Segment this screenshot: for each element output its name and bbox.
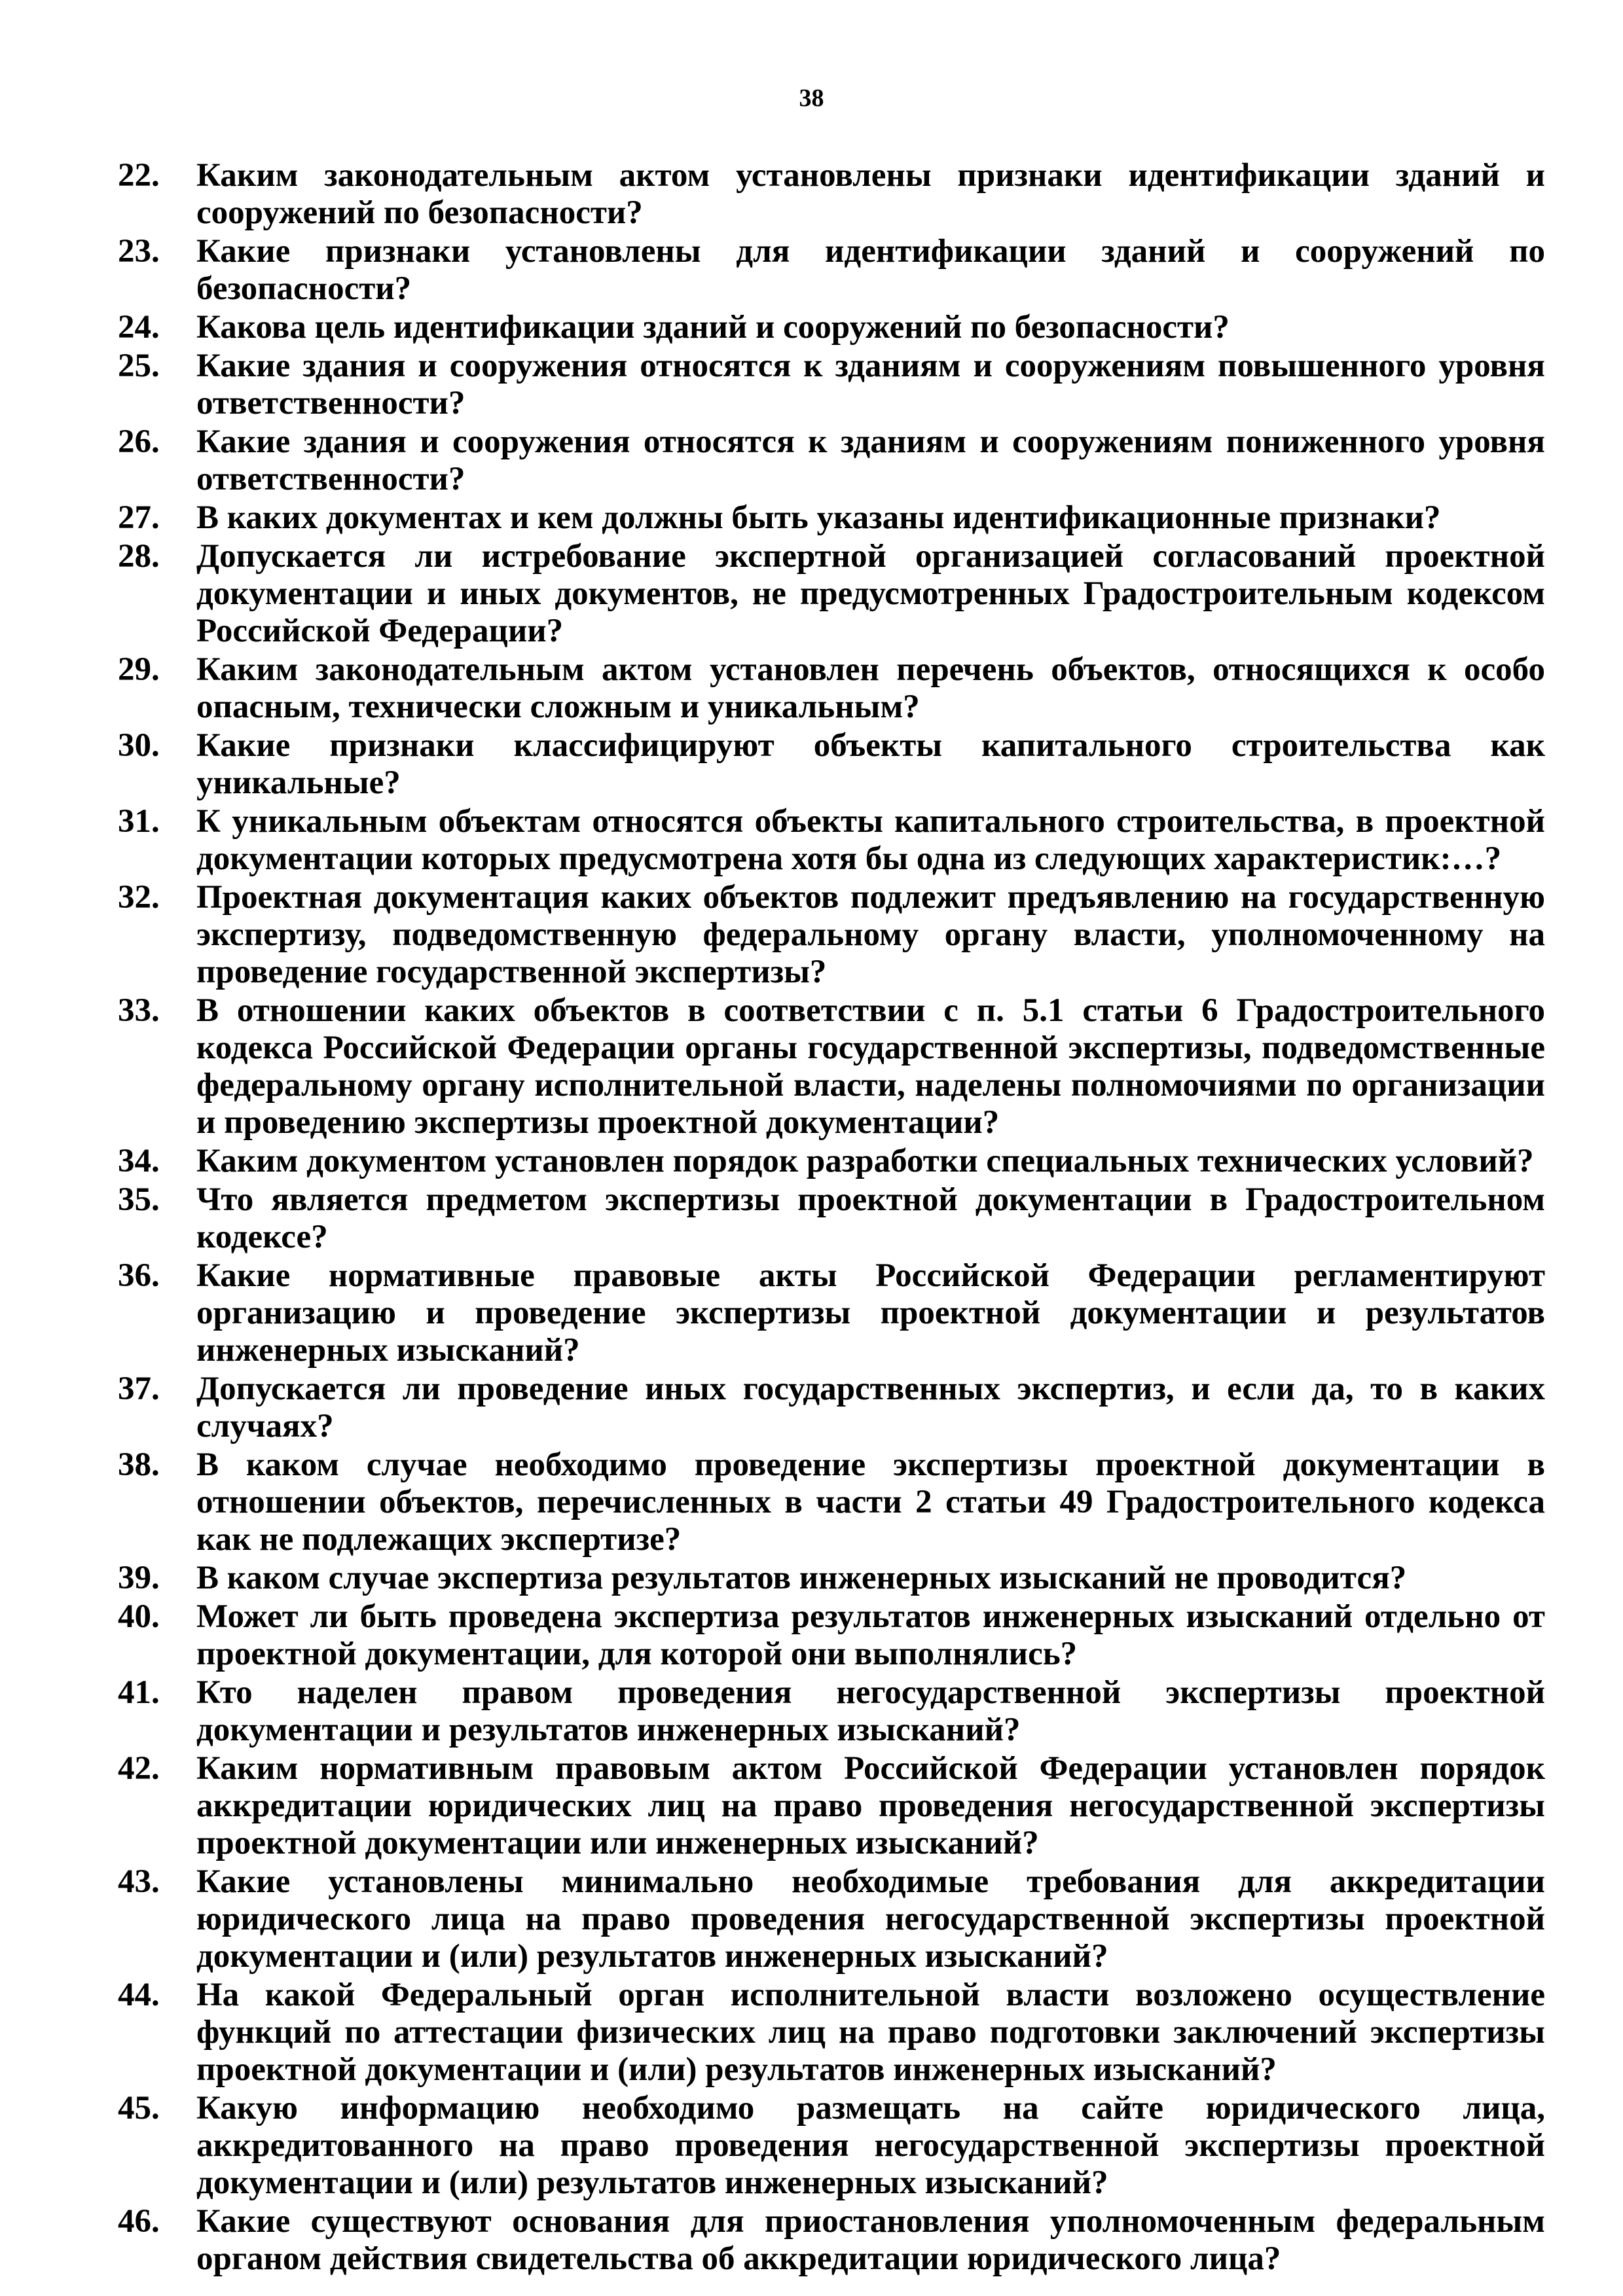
question-item — [118, 651, 1545, 726]
question-text: Какую информацию необходимо размещать на сайте юридического лица, аккредитованного на право проведения негосударственной экспертизы проектной документации и (или) результатов инженерных изысканий? — [196, 2090, 1545, 2201]
question-item — [118, 1598, 1545, 1673]
question-number: 42. — [118, 1750, 160, 1787]
question-text: В каких документах и кем должны быть указаны идентификационные признаки? — [196, 499, 1441, 536]
question-number: 24. — [118, 309, 160, 346]
question-text: В каком случае необходимо проведение экспертизы проектной документации в отношении объектов, перечисленных в части 2 статьи 49 Градостроительного кодекса как не подлежащих экспертизе? — [196, 1446, 1545, 1558]
question-item — [118, 1181, 1545, 1256]
question-number: 35. — [118, 1181, 160, 1218]
question-number: 43. — [118, 1863, 160, 1900]
question-item — [118, 727, 1545, 802]
question-number: 46. — [118, 2203, 160, 2240]
question-number: 45. — [118, 2090, 160, 2126]
question-text: Какие нормативные правовые акты Российской Федерации регламентируют организацию и проведение экспертизы проектной документации и результатов инженерных изысканий? — [196, 1257, 1545, 1369]
question-number: 26. — [118, 423, 160, 460]
question-text: Что является предметом экспертизы проектной документации в Градостроительном кодексе? — [196, 1181, 1545, 1255]
question-number: 29. — [118, 651, 160, 688]
question-number: 39. — [118, 1560, 160, 1596]
question-item — [118, 233, 1545, 308]
question-item — [118, 157, 1545, 232]
question-number: 31. — [118, 803, 160, 840]
question-item — [118, 1750, 1545, 1862]
question-text: В каком случае экспертиза результатов инженерных изысканий не проводится? — [196, 1560, 1407, 1596]
question-number: 36. — [118, 1257, 160, 1294]
question-number: 34. — [118, 1143, 160, 1179]
question-number: 44. — [118, 1977, 160, 2013]
question-number: 25. — [118, 348, 160, 384]
question-item — [118, 1143, 1545, 1180]
question-number: 28. — [118, 538, 160, 575]
question-number: 40. — [118, 1598, 160, 1635]
question-text: Какие установлены минимально необходимые требования для аккредитации юридического лица на право проведения негосударственной экспертизы проектной документации и (или) результатов инженерных изысканий? — [196, 1863, 1545, 1975]
question-text: Каким законодательным актом установлен перечень объектов, относящихся к особо опасным, технически сложным и уникальным? — [196, 651, 1545, 725]
question-text: Какие признаки установлены для идентификации зданий и сооружений по безопасности? — [196, 233, 1545, 307]
question-text: Какие здания и сооружения относятся к зданиям и сооружениям повышенного уровня ответственности? — [196, 348, 1545, 422]
question-text: Какие здания и сооружения относятся к зданиям и сооружениям пониженного уровня ответственности? — [196, 423, 1545, 497]
question-number: 27. — [118, 499, 160, 536]
question-item — [118, 1560, 1545, 1597]
question-number: 22. — [118, 157, 160, 194]
question-item — [118, 1674, 1545, 1749]
question-item — [118, 348, 1545, 422]
question-text: Кто наделен правом проведения негосударственной экспертизы проектной документации и результатов инженерных изысканий? — [196, 1674, 1545, 1748]
question-item — [118, 1257, 1545, 1369]
question-number: 23. — [118, 233, 160, 270]
question-text: Каким нормативным правовым актом Российской Федерации установлен порядок аккредитации юридических лиц на право проведения негосударственной экспертизы проектной документации или инженерных изысканий? — [196, 1750, 1545, 1861]
question-item — [118, 992, 1545, 1141]
question-text: Допускается ли проведение иных государственных экспертиз, и если да, то в каких случаях? — [196, 1371, 1545, 1444]
question-number: 37. — [118, 1371, 160, 1407]
question-text: Какие существуют основания для приостановления уполномоченным федеральным органом действия свидетельства об аккредитации юридического лица? — [196, 2203, 1545, 2277]
question-number: 33. — [118, 992, 160, 1029]
question-text: В отношении каких объектов в соответствии с п. 5.1 статьи 6 Градостроительного кодекса Российской Федерации органы государственной экспертизы, подведомственные федеральному органу исполнительной власти, наделены полномочиями по организации и проведению экспертизы проектной документации? — [196, 992, 1545, 1141]
question-item — [118, 879, 1545, 991]
question-text: Каким законодательным актом установлены признаки идентификации зданий и сооружений по безопасности? — [196, 157, 1545, 231]
question-item — [118, 1371, 1545, 1445]
question-number: 41. — [118, 1674, 160, 1711]
question-item — [118, 423, 1545, 498]
question-text: Может ли быть проведена экспертиза результатов инженерных изысканий отдельно от проектной документации, для которой они выполнялись? — [196, 1598, 1545, 1672]
question-item — [118, 803, 1545, 878]
question-item — [118, 2090, 1545, 2202]
question-item — [118, 309, 1545, 346]
question-item — [118, 1446, 1545, 1558]
question-number: 32. — [118, 879, 160, 916]
question-text: На какой Федеральный орган исполнительной власти возложено осуществление функций по аттестации физических лиц на право подготовки заключений экспертизы проектной документации и (или) результатов инженерных изысканий? — [196, 1977, 1545, 2088]
question-text: Какова цель идентификации зданий и сооружений по безопасности? — [196, 309, 1230, 346]
question-text: Какие признаки классифицируют объекты капитального строительства как уникальные? — [196, 727, 1545, 801]
page-number: 38 — [799, 84, 824, 112]
question-item — [118, 499, 1545, 537]
question-item — [118, 1863, 1545, 1975]
question-item — [118, 1977, 1545, 2089]
question-text: Допускается ли истребование экспертной организацией согласований проектной документации и иных документов, не предусмотренных Градостроительным кодексом Российской Федерации? — [196, 538, 1545, 649]
question-item — [118, 2203, 1545, 2278]
question-text: Каким документом установлен порядок разработки специальных технических условий? — [196, 1143, 1534, 1179]
question-number: 38. — [118, 1446, 160, 1483]
question-item — [118, 538, 1545, 650]
question-list — [118, 157, 1545, 2279]
question-text: Проектная документация каких объектов подлежит предъявлению на государственную экспертизу, подведомственную федеральному органу власти, уполномоченному на проведение государственной экспертизы? — [196, 879, 1545, 990]
question-number: 30. — [118, 727, 160, 764]
question-text: К уникальным объектам относятся объекты капитального строительства, в проектной документации которых предусмотрена хотя бы одна из следующих характеристик:…? — [196, 803, 1545, 877]
